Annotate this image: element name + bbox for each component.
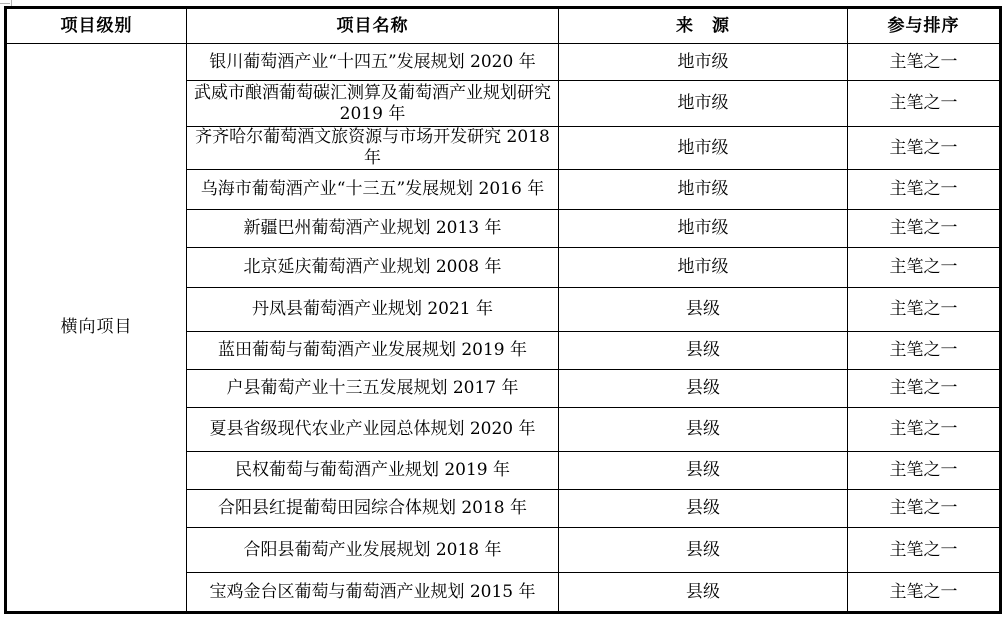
cell-name: 丹凤县葡萄酒产业规划 2021 年	[187, 288, 559, 332]
cell-name: 夏县省级现代农业产业园总体规划 2020 年	[187, 408, 559, 452]
cell-name: 银川葡萄酒产业“十四五”发展规划 2020 年	[187, 44, 559, 81]
cell-rank: 主笔之一	[848, 288, 1001, 332]
cell-name: 宝鸡金台区葡萄与葡萄酒产业规划 2015 年	[187, 573, 559, 613]
cell-name: 新疆巴州葡萄酒产业规划 2013 年	[187, 210, 559, 248]
cell-source: 地市级	[559, 127, 848, 170]
cell-source: 县级	[559, 332, 848, 370]
cell-source: 县级	[559, 370, 848, 408]
cell-rank: 主笔之一	[848, 573, 1001, 613]
cell-rank: 主笔之一	[848, 452, 1001, 490]
cell-rank: 主笔之一	[848, 210, 1001, 248]
cell-rank: 主笔之一	[848, 528, 1001, 573]
cell-source: 地市级	[559, 210, 848, 248]
cell-rank: 主笔之一	[848, 248, 1001, 288]
cell-rank: 主笔之一	[848, 170, 1001, 210]
cell-name: 北京延庆葡萄酒产业规划 2008 年	[187, 248, 559, 288]
header-source: 来 源	[559, 8, 848, 44]
projects-table	[4, 6, 1002, 614]
cell-source: 地市级	[559, 170, 848, 210]
cell-rank: 主笔之一	[848, 490, 1001, 528]
cell-name: 民权葡萄与葡萄酒产业规划 2019 年	[187, 452, 559, 490]
cell-name: 合阳县葡萄产业发展规划 2018 年	[187, 528, 559, 573]
cell-rank: 主笔之一	[848, 127, 1001, 170]
table-row	[6, 44, 1001, 81]
cell-name: 武威市酿酒葡萄碳汇测算及葡萄酒产业规划研究 2019 年	[187, 81, 559, 127]
table-body	[6, 44, 1001, 613]
cell-rank: 主笔之一	[848, 44, 1001, 81]
cell-source: 县级	[559, 288, 848, 332]
cell-name: 户县葡萄产业十三五发展规划 2017 年	[187, 370, 559, 408]
header-row	[6, 8, 1001, 44]
cell-source: 地市级	[559, 248, 848, 288]
cell-rank: 主笔之一	[848, 370, 1001, 408]
cell-name: 合阳县红提葡萄田园综合体规划 2018 年	[187, 490, 559, 528]
project-level-cell: 横向项目	[6, 44, 187, 613]
cell-name: 齐齐哈尔葡萄酒文旅资源与市场开发研究 2018 年	[187, 127, 559, 170]
cell-rank: 主笔之一	[848, 332, 1001, 370]
cell-source: 县级	[559, 573, 848, 613]
header-rank: 参与排序	[848, 8, 1001, 44]
cell-source: 地市级	[559, 81, 848, 127]
cell-source: 县级	[559, 490, 848, 528]
cell-source: 地市级	[559, 44, 848, 81]
cell-name: 蓝田葡萄与葡萄酒产业发展规划 2019 年	[187, 332, 559, 370]
cell-source: 县级	[559, 452, 848, 490]
cell-name: 乌海市葡萄酒产业“十三五”发展规划 2016 年	[187, 170, 559, 210]
page-corner-mark-horizontal	[0, 3, 10, 4]
cell-rank: 主笔之一	[848, 408, 1001, 452]
cell-source: 县级	[559, 528, 848, 573]
header-project-name: 项目名称	[187, 8, 559, 44]
cell-source: 县级	[559, 408, 848, 452]
cell-rank: 主笔之一	[848, 81, 1001, 127]
header-project-level: 项目级别	[6, 8, 187, 44]
